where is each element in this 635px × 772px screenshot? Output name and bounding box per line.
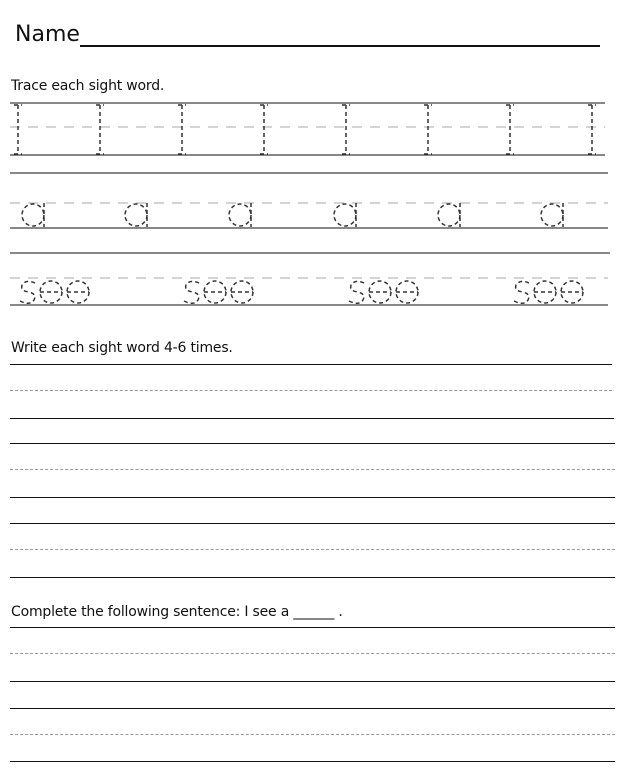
trace-row-a [22, 203, 563, 227]
trace-word-see [184, 281, 253, 303]
complete-line-mid [10, 653, 615, 654]
complete-line-base[interactable] [10, 681, 615, 682]
name-write-line[interactable] [80, 45, 600, 47]
trace-letter-a [229, 203, 251, 227]
complete-line-top[interactable] [10, 627, 615, 628]
write-line-mid [10, 390, 612, 391]
trace-word-see [349, 281, 418, 303]
write-line-base[interactable] [10, 497, 615, 498]
trace-word-see [514, 281, 583, 303]
complete-heading: Complete the following sentence: I see a ______ . [11, 604, 343, 620]
trace-letter-I [96, 105, 104, 154]
trace-letter-a [125, 203, 147, 227]
tracing-area [0, 95, 635, 325]
trace-row-I [14, 105, 596, 154]
trace-letter-I [424, 105, 432, 154]
write-line-base[interactable] [10, 577, 615, 578]
complete-line-base[interactable] [10, 761, 615, 762]
trace-letter-a [334, 203, 356, 227]
trace-letter-I [588, 105, 596, 154]
write-line-mid [10, 549, 615, 550]
write-line-base[interactable] [10, 418, 614, 419]
trace-letter-I [260, 105, 268, 154]
name-label: Name [15, 22, 80, 47]
write-heading: Write each sight word 4-6 times. [11, 340, 233, 356]
write-line-mid [10, 469, 615, 470]
trace-row-see [20, 281, 583, 303]
trace-letter-I [14, 105, 22, 154]
trace-letter-a [541, 203, 563, 227]
trace-letter-a [438, 203, 460, 227]
trace-word-see [20, 281, 89, 303]
trace-letter-I [506, 105, 514, 154]
trace-letter-I [342, 105, 350, 154]
complete-line-top[interactable] [10, 708, 615, 709]
trace-letter-I [178, 105, 186, 154]
trace-heading: Trace each sight word. [11, 78, 165, 94]
trace-letter-a [22, 203, 44, 227]
write-line-top[interactable] [10, 523, 615, 524]
complete-line-mid [10, 734, 615, 735]
write-line-top[interactable] [10, 443, 615, 444]
write-line-top[interactable] [10, 364, 612, 365]
